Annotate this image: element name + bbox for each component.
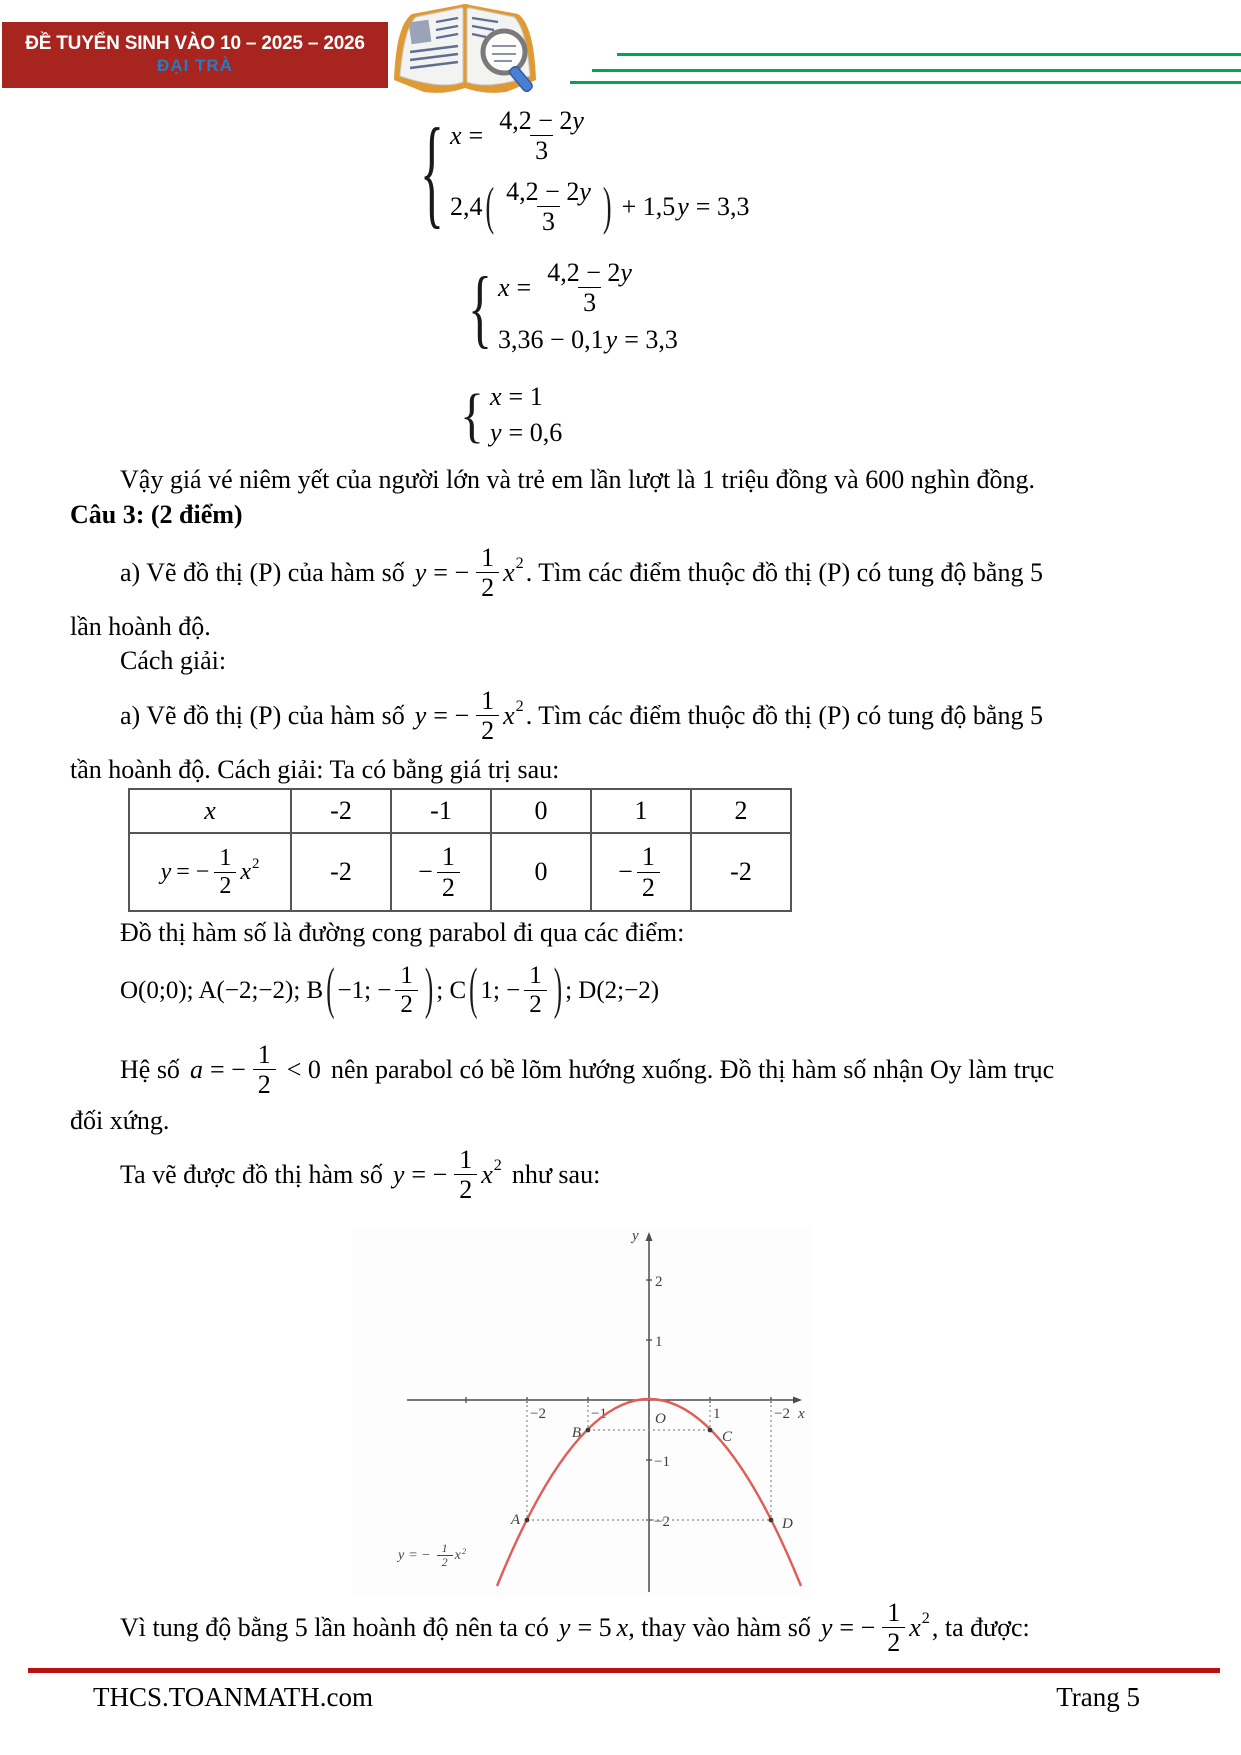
point-C bbox=[708, 1428, 713, 1433]
formula-y-half-x2: y = − $\frac{1}{2}$ x 2 bbox=[414, 543, 524, 603]
table-row-x bbox=[129, 789, 791, 833]
formula-y-half-x2: y = − $\frac{1}{2}$ x 2 bbox=[392, 1145, 502, 1205]
left-paren: ( bbox=[469, 958, 478, 1021]
value-table bbox=[128, 788, 792, 912]
left-brace: { bbox=[468, 257, 492, 356]
solution-label: Cách giải: bbox=[120, 646, 227, 675]
y-tick-label: −2 bbox=[654, 1514, 670, 1530]
page-title: ĐỀ TUYỂN SINH VÀO 10 – 2025 – 2026 bbox=[25, 32, 365, 54]
x-tick-label: 1 bbox=[713, 1406, 721, 1422]
left-brace: { bbox=[420, 102, 444, 240]
x-axis-arrow-icon bbox=[793, 1397, 802, 1404]
y-formula-cell: y = − $\frac{1}{2}$ x 2 bbox=[129, 833, 291, 911]
left-paren: ( bbox=[326, 958, 335, 1021]
formula-y-half-x2: y = − $\frac{1}{2}$ x 2 bbox=[414, 686, 524, 746]
question-3-heading: Câu 3: (2 điểm) bbox=[70, 500, 243, 529]
point-B bbox=[586, 1428, 591, 1433]
fraction: 4,2 − 2 y 3 bbox=[506, 177, 591, 237]
origin-label: O bbox=[655, 1411, 666, 1427]
curve-equation-label: y = − $\frac{1}{2}$ x 2 bbox=[398, 1541, 467, 1570]
fraction: $\frac{1}{2}$ bbox=[214, 845, 236, 900]
fraction: $\frac{1}{2}$ bbox=[476, 686, 499, 745]
fraction: $\frac{1}{2}$ bbox=[253, 1040, 276, 1099]
y-axis-label: y bbox=[632, 1228, 639, 1244]
footer-page-number: Trang 5 bbox=[1056, 1682, 1140, 1712]
magnifier-lens-icon bbox=[483, 31, 525, 73]
fraction: $\frac{1}{2}$ bbox=[476, 543, 499, 602]
fraction: 4,2 − 2 y 3 bbox=[547, 258, 632, 318]
point-A-label: A bbox=[510, 1512, 520, 1528]
equation-system-2 bbox=[468, 258, 678, 355]
x-value-cell: 2 bbox=[691, 789, 791, 833]
coefficient-paragraph: Hệ số a = − $\frac{1}{2}$ < 0 nên parabol có bề lõm hướng xuống. Đồ thị hàm số nhận Oy làm trục bbox=[120, 1040, 1055, 1100]
y-value-cell: -2 bbox=[691, 833, 791, 911]
x-tick-label: −2 bbox=[774, 1406, 790, 1422]
equation-system-1 bbox=[420, 102, 750, 240]
table-row-y bbox=[129, 833, 791, 911]
y-axis-arrow-icon bbox=[646, 1232, 653, 1241]
part-a-continuation: lần hoành độ. bbox=[70, 612, 211, 641]
system1-line2: 2,4 ( 4,2 − 2 y 3 ) + 1,5 y = 3,3 bbox=[450, 176, 750, 237]
fraction: $\frac{1}{2}$ bbox=[637, 842, 660, 901]
parabola-graph bbox=[352, 1226, 812, 1598]
system2-line2: 3,36 − 0,1 y = 3,3 bbox=[498, 325, 678, 355]
fraction: $\frac{1}{2}$ bbox=[437, 842, 460, 901]
y-value-cell: − $\frac{1}{2}$ bbox=[591, 833, 691, 911]
point-D bbox=[769, 1518, 774, 1523]
y-tick-label: 1 bbox=[655, 1334, 663, 1350]
x-tick-label: −1 bbox=[591, 1406, 607, 1422]
right-paren: ) bbox=[424, 958, 434, 1021]
y-value-cell: 0 bbox=[491, 833, 591, 911]
left-brace: { bbox=[460, 381, 484, 449]
green-rule-2 bbox=[592, 69, 1241, 72]
x-label-cell: x bbox=[129, 789, 291, 833]
part-a-restatement: a) Vẽ đồ thị (P) của hàm số y = − $\frac{1}{2}$ x 2 . Tìm các điểm thuộc đồ thị (P) có tung độ bằng 5 bbox=[120, 686, 1043, 746]
page-subtitle: ĐẠI TRÀ bbox=[157, 56, 233, 76]
formula-y-half-x2: y = − $\frac{1}{2}$ x 2 bbox=[820, 1598, 930, 1658]
y-tick-label: 2 bbox=[655, 1274, 663, 1290]
fraction: $\frac{1}{2}$ bbox=[524, 962, 547, 1019]
points-list: O(0;0); A(−2;−2); B ( −1; − $\frac{1}{2}$ ) ; C ( 1; − $\frac{1}{2}$ ) ; D(2;−2) bbox=[120, 962, 659, 1019]
y-value-cell: -2 bbox=[291, 833, 391, 911]
equation-system-3 bbox=[460, 382, 562, 448]
formula-a-coef: a = − $\frac{1}{2}$ < 0 bbox=[189, 1040, 321, 1100]
left-paren: ( bbox=[485, 176, 495, 236]
part-a-statement: a) Vẽ đồ thị (P) của hàm số y = − $\frac{1}{2}$ x 2 . Tìm các điểm thuộc đồ thị (P) có tung độ bằng 5 bbox=[120, 543, 1043, 603]
substitution-paragraph: Vì tung độ bằng 5 lần hoành độ nên ta có y = 5 x , thay vào hàm số y = − $\frac{1}{2}$ x 2 , ta được: bbox=[120, 1598, 1030, 1658]
x-value-cell: 1 bbox=[591, 789, 691, 833]
draw-graph-intro: Ta vẽ được đồ thị hàm số y = − $\frac{1}{2}$ x 2 như sau: bbox=[120, 1145, 601, 1205]
book-magnifier-logo bbox=[386, 0, 544, 96]
right-paren: ) bbox=[602, 176, 612, 236]
system3-line2: y = 0,6 bbox=[490, 418, 563, 447]
system3-line1: x = 1 bbox=[490, 382, 543, 411]
conclusion-paragraph: Vậy giá vé niêm yết của người lớn và trẻ em lần lượt là 1 triệu đồng và 600 nghìn đồng. bbox=[120, 465, 1035, 494]
x-value-cell: 0 bbox=[491, 789, 591, 833]
y-value-cell: − $\frac{1}{2}$ bbox=[391, 833, 491, 911]
x-axis-label: x bbox=[798, 1406, 805, 1422]
system2-line1: x = 4,2 − 2 y 3 bbox=[498, 258, 641, 317]
coefficient-continuation: đối xứng. bbox=[70, 1106, 170, 1135]
point-D-label: D bbox=[782, 1516, 793, 1532]
point-A bbox=[525, 1518, 530, 1523]
page-image-placeholder bbox=[409, 20, 432, 45]
system1-line1: x = 4,2 − 2 y 3 bbox=[450, 106, 593, 165]
x-tick-label: −2 bbox=[530, 1406, 546, 1422]
green-rule-1 bbox=[617, 53, 1241, 56]
table-intro: tần hoành độ. Cách giải: Ta có bằng giá trị sau: bbox=[70, 755, 560, 784]
fraction: $\frac{1}{2}$ bbox=[882, 1598, 905, 1657]
fraction: $\frac{1}{2}$ bbox=[454, 1145, 477, 1204]
footer-site: THCS.TOANMATH.com bbox=[93, 1682, 374, 1712]
fraction: $\frac{1}{2}$ bbox=[395, 962, 418, 1019]
footer-rule bbox=[28, 1668, 1220, 1673]
formula-y-5x: y = 5 x bbox=[558, 1612, 629, 1642]
point-B-label: B bbox=[571, 1425, 581, 1441]
x-value-cell: -1 bbox=[391, 789, 491, 833]
header-banner bbox=[2, 22, 388, 88]
parabola-points-intro: Đồ thị hàm số là đường cong parabol đi qua các điểm: bbox=[120, 918, 685, 947]
x-value-cell: -2 bbox=[291, 789, 391, 833]
right-paren: ) bbox=[553, 958, 563, 1021]
fraction: $\frac{1}{2}$ bbox=[437, 1542, 453, 1570]
green-rule-3 bbox=[570, 81, 1241, 84]
fraction: 4,2 − 2 y 3 bbox=[499, 106, 584, 166]
point-C-label: C bbox=[722, 1429, 733, 1445]
y-tick-label: −1 bbox=[654, 1454, 670, 1470]
